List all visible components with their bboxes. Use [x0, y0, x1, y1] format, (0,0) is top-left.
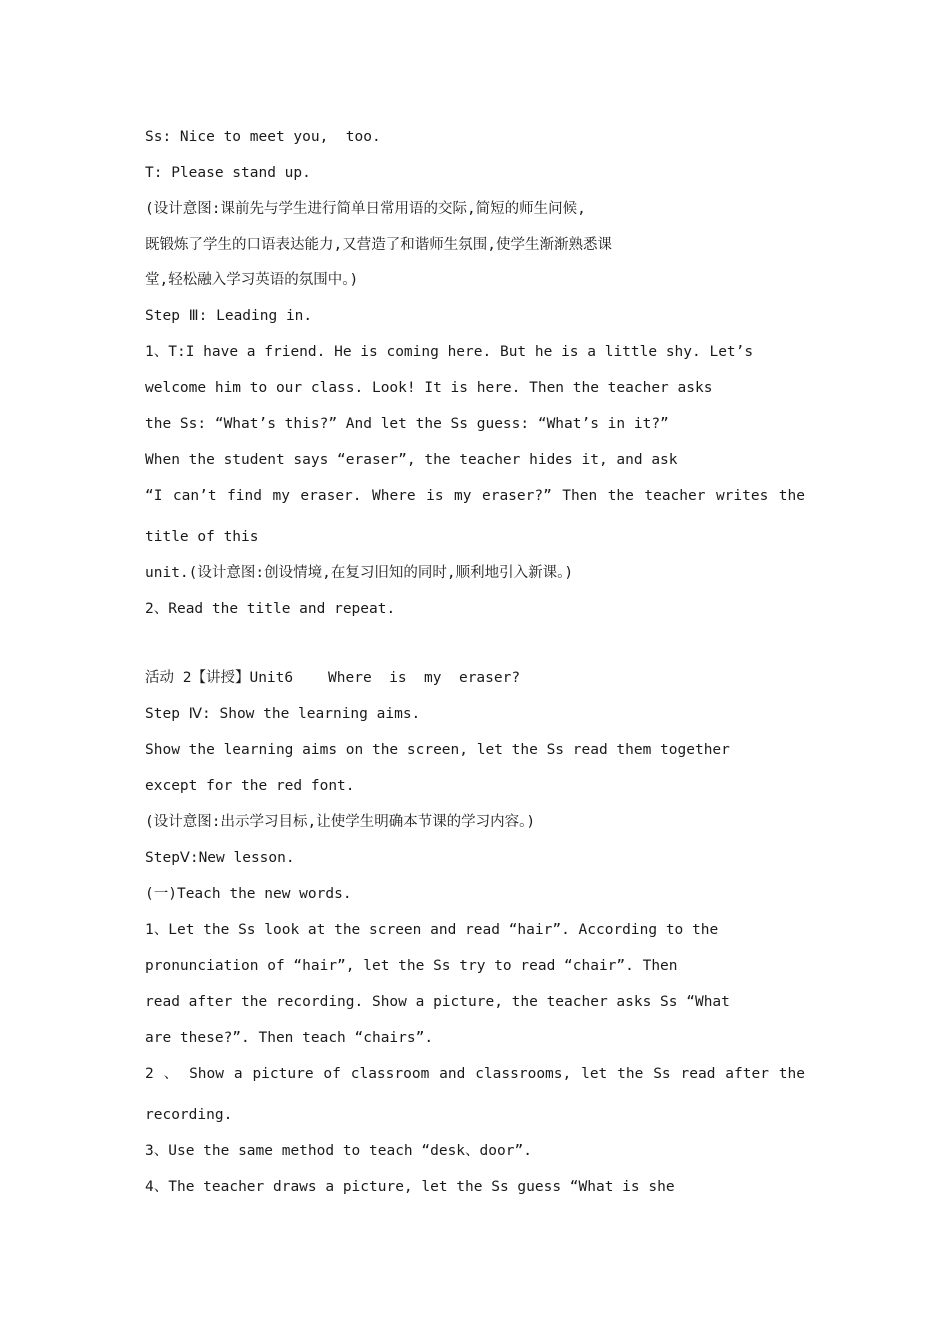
text-line: 2 、 Show a picture of classroom and classrooms, let the Ss read after the	[145, 1066, 805, 1082]
text-line: Show the learning aims on the screen, let the Ss read them together	[145, 742, 730, 758]
text-line: 堂,轻松融入学习英语的氛围中。)	[145, 272, 359, 288]
text-line: (设计意图:出示学习目标,让使学生明确本节课的学习内容。)	[145, 814, 536, 830]
text-line: except for the red font.	[145, 778, 355, 794]
text-line: 1、Let the Ss look at the screen and read “hair”. According to the	[145, 922, 719, 938]
text-line: 4、The teacher draws a picture, let the Ss guess “What is she	[145, 1179, 675, 1195]
text-line: the Ss: “What’s this?” And let the Ss guess: “What’s in it?”	[145, 416, 669, 432]
step-heading: Step Ⅳ: Show the learning aims.	[145, 706, 421, 722]
text-line: 2、Read the title and repeat.	[145, 601, 396, 617]
activity-heading: 活动 2【讲授】Unit6 Where is my eraser?	[145, 670, 521, 686]
text-line: pronunciation of “hair”, let the Ss try to read “chair”. Then	[145, 958, 678, 974]
text-line: 既锻炼了学生的口语表达能力,又营造了和谐师生氛围,使学生渐渐熟悉课	[145, 237, 612, 253]
step-heading: Step Ⅲ: Leading in.	[145, 308, 313, 324]
text-line: (一)Teach the new words.	[145, 886, 352, 902]
step-heading: StepⅤ:New lesson.	[145, 850, 295, 866]
text-line: “I can’t find my eraser. Where is my eraser?” Then the teacher writes the	[145, 488, 805, 504]
text-line: 1、T:I have a friend. He is coming here. But he is a little shy. Let’s	[145, 344, 754, 360]
text-line: T: Please stand up.	[145, 165, 311, 181]
text-line: Ss: Nice to meet you, too.	[145, 129, 381, 145]
text-line: unit.(设计意图:创设情境,在复习旧知的同时,顺利地引入新课。)	[145, 565, 574, 581]
text-line: (设计意图:课前先与学生进行简单日常用语的交际,简短的师生问候,	[145, 201, 586, 217]
text-line: welcome him to our class. Look! It is here. Then the teacher asks	[145, 380, 713, 396]
text-line: When the student says “eraser”, the teacher hides it, and ask	[145, 452, 678, 468]
text-line: recording.	[145, 1107, 233, 1123]
text-line: 3、Use the same method to teach “desk、door”.	[145, 1143, 532, 1159]
text-line: title of this	[145, 529, 259, 545]
text-line: are these?”. Then teach “chairs”.	[145, 1030, 434, 1046]
text-line: read after the recording. Show a picture, the teacher asks Ss “What	[145, 994, 730, 1010]
